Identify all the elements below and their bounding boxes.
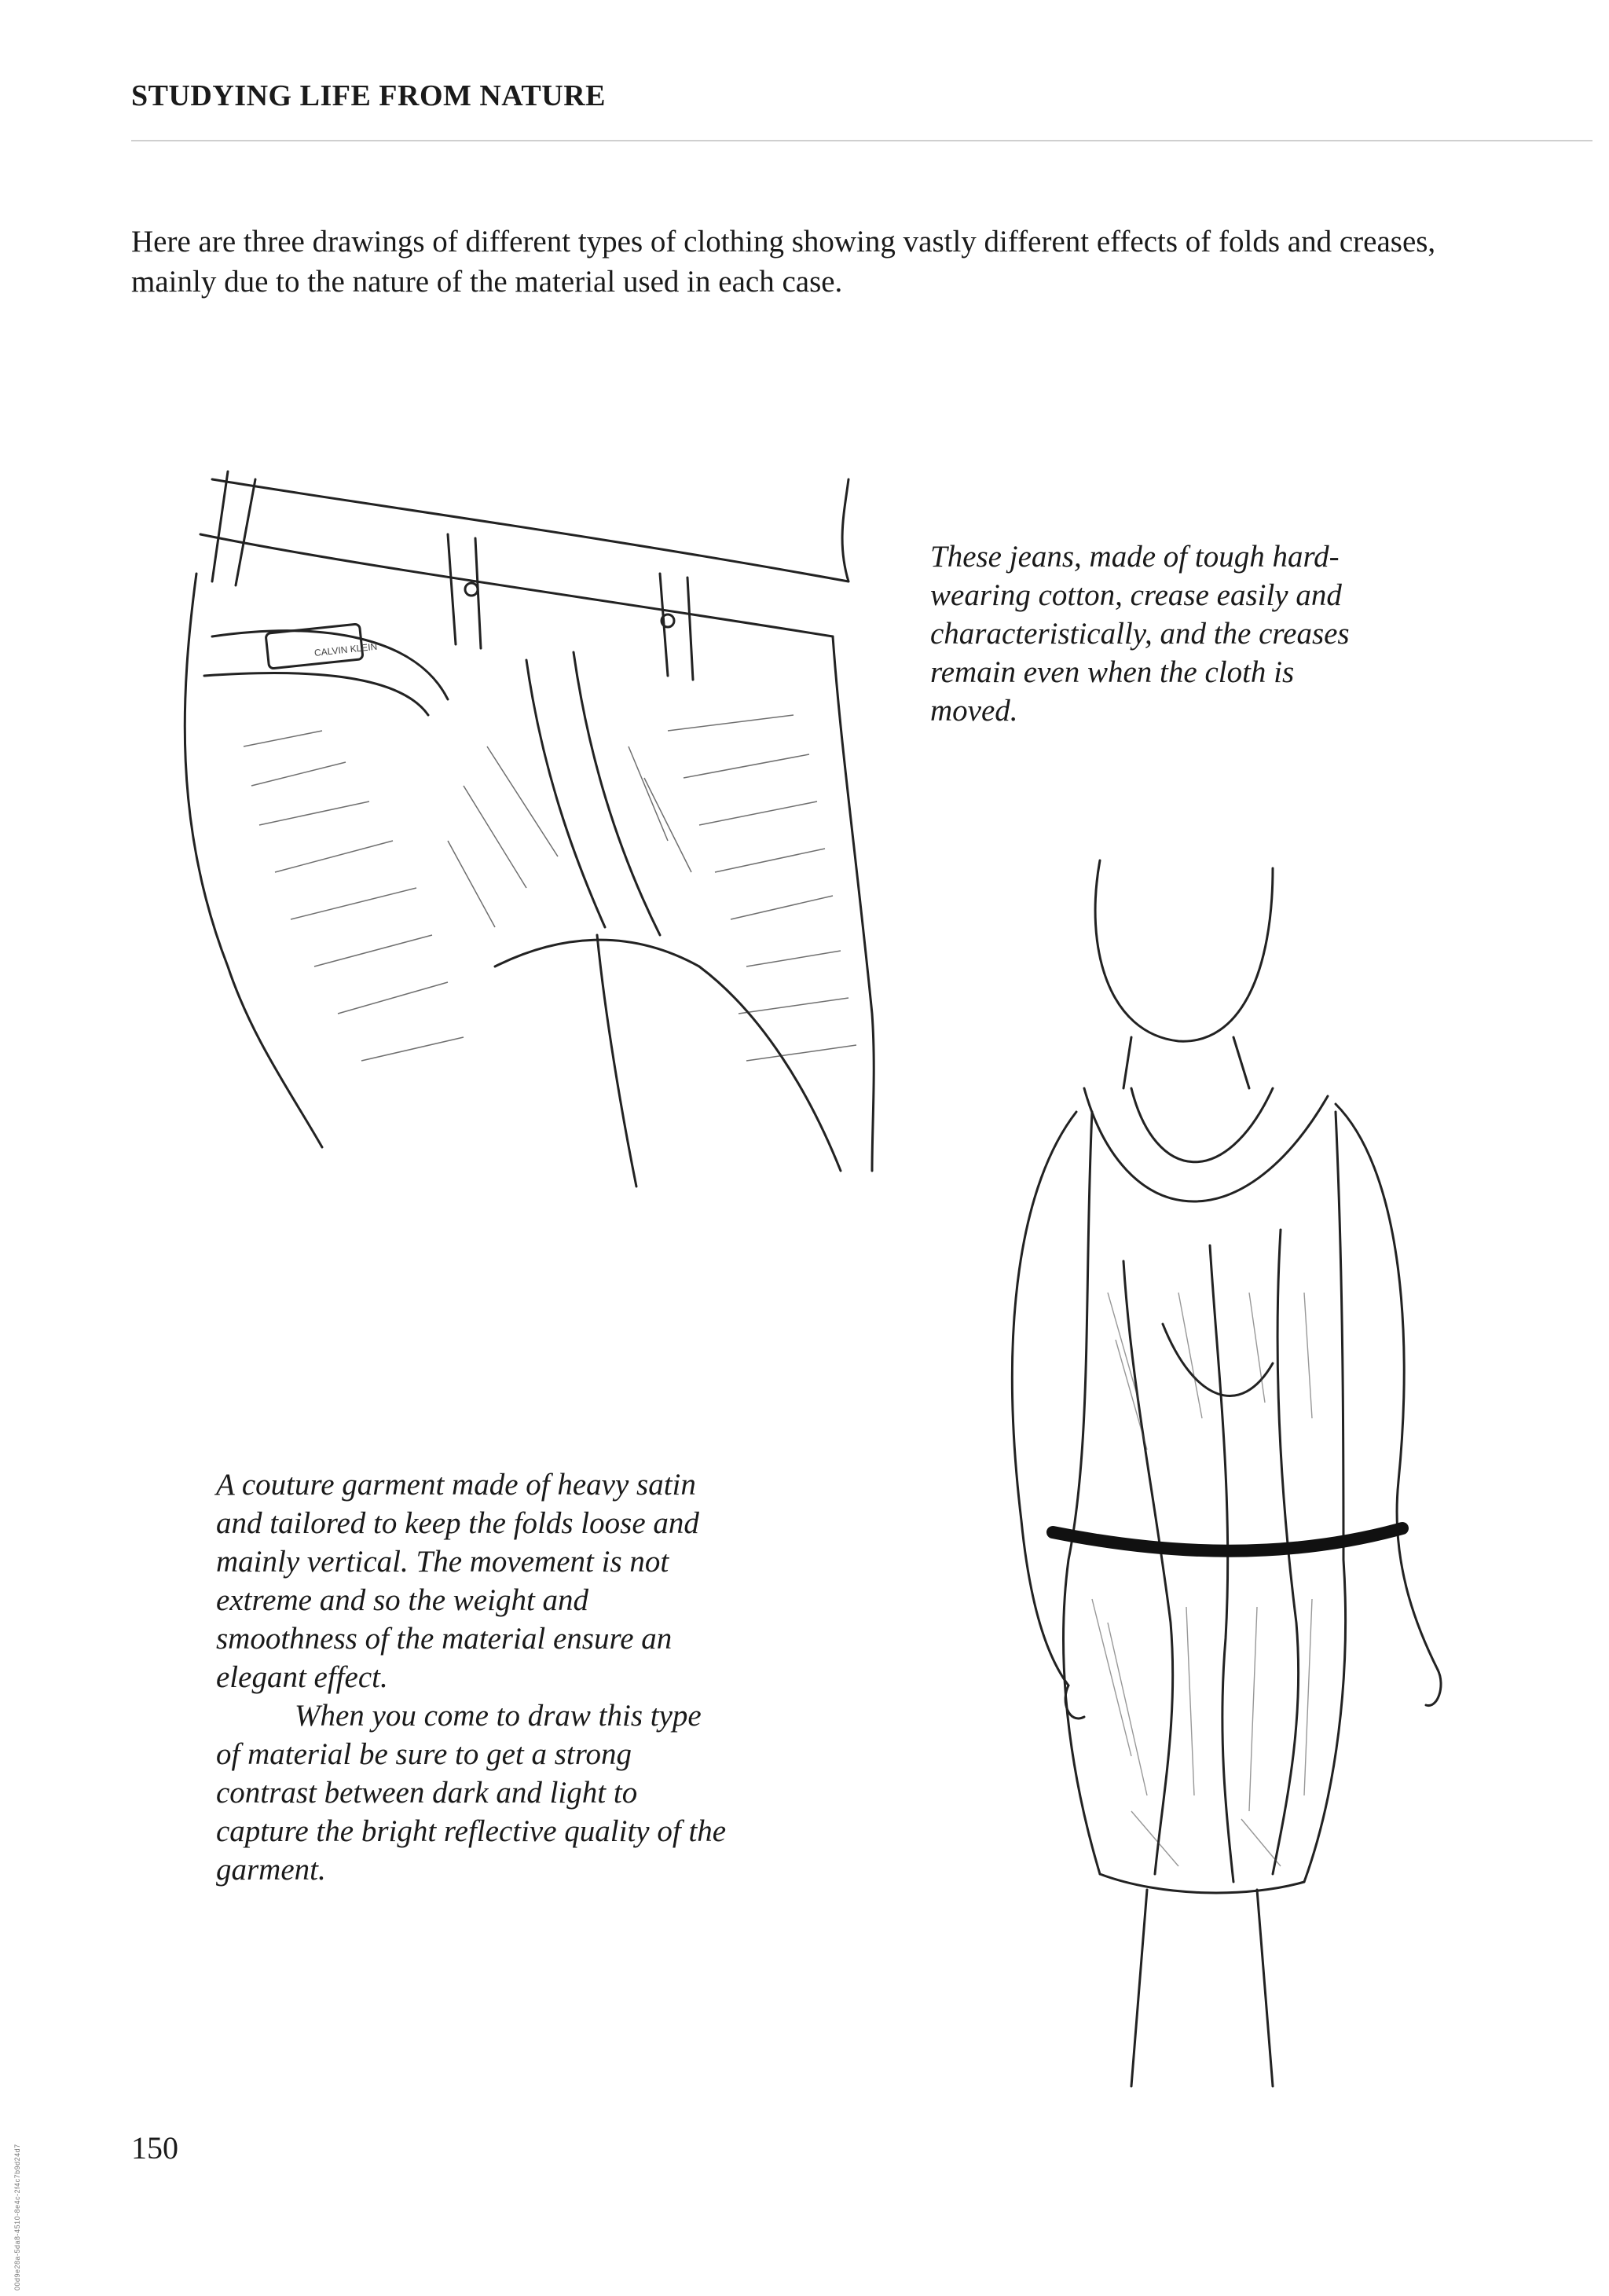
running-header: STUDYING LIFE FROM NATURE: [131, 79, 607, 112]
satin-dress-illustration: [974, 853, 1477, 2094]
satin-caption: [216, 1465, 727, 1889]
side-identifier: 00d9e28a-5da8-4510-8e4c-2f4c7b9d24d7: [13, 2144, 21, 2290]
intro-paragraph: Here are three drawings of different types of clothing showing vastly different effects of folds and creases, mainly due to the nature of the material used in each case.: [131, 225, 1436, 299]
satin-caption-paragraph-1: A couture garment made of heavy satin and tailored to keep the folds loose and mainly vertical. The movement is not extreme and so the weight and smoothness of the material ensure an elegant effect.: [216, 1468, 699, 1694]
jeans-illustration: [118, 416, 896, 1210]
page-number: 150: [131, 2130, 178, 2166]
jeans-brand-label: CALVIN KLEIN: [313, 640, 378, 658]
satin-caption-paragraph-2: When you come to draw this type of material be sure to get a strong contrast between dark and light to capture the bright reflective quality of the garment.: [216, 1699, 727, 1887]
header-rule: [131, 140, 1593, 141]
jeans-caption: These jeans, made of tough hard-wearing cotton, crease easily and characteristically, and the creases remain even when the cloth is moved.: [930, 540, 1350, 728]
